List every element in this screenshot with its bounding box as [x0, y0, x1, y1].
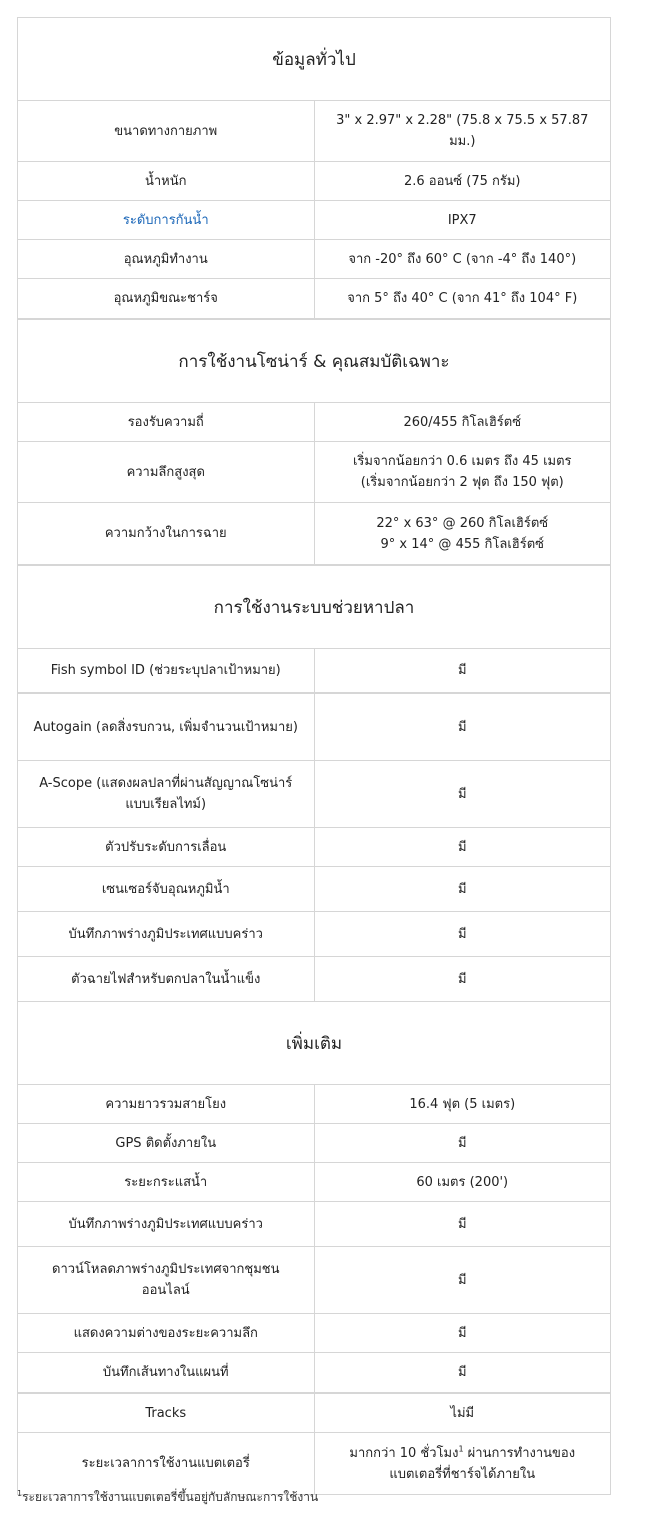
- section-title: เพิ่มเติม: [285, 1033, 343, 1054]
- table-row: [18, 828, 610, 867]
- spec-value-line: เริ่มจากน้อยกว่า 0.6 เมตร ถึง 45 เมตร: [352, 454, 572, 469]
- spec-value: 3" x 2.97" x 2.28" (75.8 x 75.5 x 57.87 มม.): [336, 113, 589, 149]
- table-row: [18, 101, 610, 162]
- spec-value: มี: [457, 1325, 467, 1341]
- table-row: [18, 1247, 610, 1314]
- table-row: [18, 694, 610, 761]
- spec-table: [17, 17, 611, 1495]
- spec-value: มี: [457, 786, 467, 802]
- spec-label: ระยะเวลาการใช้งานแบตเตอรี่: [18, 1433, 315, 1494]
- table-row: [18, 442, 610, 503]
- spec-value: มี: [457, 926, 467, 942]
- table-row: [18, 279, 610, 320]
- table-row: [18, 201, 610, 240]
- spec-value: มี: [457, 1365, 467, 1380]
- table-row: [18, 1394, 610, 1433]
- table-row: [18, 1163, 610, 1202]
- battery-value-main: มากกว่า 10 ชั่วโมง: [349, 1445, 459, 1461]
- table-row: [18, 1433, 610, 1494]
- spec-label: อุณหภูมิทำงาน: [18, 240, 315, 278]
- spec-label: ตัวปรับระดับการเลื่อน: [18, 828, 315, 866]
- table-row: [18, 867, 610, 912]
- spec-value: [315, 442, 611, 502]
- waterproof-rating-link[interactable]: ระดับการกันน้ำ: [18, 201, 315, 239]
- spec-value: 60 เมตร (200'): [416, 1174, 509, 1190]
- spec-value: มี: [457, 1216, 467, 1232]
- spec-label: Fish symbol ID (ช่วยระบุปลาเป้าหมาย): [18, 649, 315, 692]
- spec-value: [315, 503, 611, 564]
- spec-label: ความลึกสูงสุด: [18, 442, 315, 502]
- footnote-text: ระยะเวลาการใช้งานแบตเตอรี่ขึ้นอยู่กับลักษณะการใช้งาน: [22, 1490, 319, 1504]
- section-heading-additional: [18, 1002, 610, 1085]
- spec-label: ระยะกระแสน้ำ: [18, 1163, 315, 1201]
- table-row: [18, 1085, 610, 1124]
- section-heading-general: [18, 18, 610, 101]
- spec-value: มี: [457, 971, 467, 987]
- spec-label: น้ำหนัก: [18, 162, 315, 200]
- section-title: ข้อมูลทั่วไป: [272, 49, 356, 70]
- spec-value: จาก -20° ถึง 60° C (จาก -4° ถึง 140°): [348, 251, 577, 267]
- spec-value: มี: [457, 881, 467, 897]
- spec-label: ความกว้างในการฉาย: [18, 503, 315, 564]
- spec-label: A-Scope (แสดงผลปลาที่ผ่านสัญญาณโซน่าร์แบบเรียลไทม์): [18, 761, 315, 827]
- spec-value: มี: [457, 1135, 467, 1151]
- spec-label: เซนเซอร์จับอุณหภูมิน้ำ: [18, 867, 315, 911]
- spec-label: บันทึกภาพร่างภูมิประเทศแบบคร่าว: [18, 1202, 315, 1246]
- spec-label: บันทึกเส้นทางในแผนที่: [18, 1353, 315, 1392]
- spec-value: 260/455 กิโลเฮิร์ตซ์: [403, 414, 522, 430]
- table-row: [18, 957, 610, 1002]
- spec-value-line: 9° x 14° @ 455 กิโลเฮิร์ตซ์: [380, 536, 544, 552]
- spec-value-line: (เริ่มจากน้อยกว่า 2 ฟุต ถึง 150 ฟุต): [360, 475, 564, 490]
- spec-label: ดาวน์โหลดภาพร่างภูมิประเทศจากชุมชนออนไลน์: [18, 1247, 315, 1313]
- spec-value: มี: [457, 719, 467, 735]
- spec-value: ไม่มี: [450, 1405, 475, 1421]
- spec-label: ขนาดทางกายภาพ: [18, 101, 315, 161]
- table-row: [18, 1124, 610, 1163]
- footnote-marker: 1: [458, 1444, 464, 1454]
- table-row: [18, 649, 610, 694]
- section-title: การใช้งานระบบช่วยหาปลา: [213, 597, 415, 618]
- table-row: [18, 162, 610, 201]
- table-row: [18, 761, 610, 828]
- spec-label: รองรับความถี่: [18, 403, 315, 441]
- table-row: [18, 240, 610, 279]
- section-heading-fishfinding: [18, 566, 610, 649]
- spec-value: มี: [457, 839, 467, 855]
- table-row: [18, 403, 610, 442]
- spec-value: จาก 5° ถึง 40° C (จาก 41° ถึง 104° F): [347, 291, 578, 306]
- table-row: [18, 1353, 610, 1394]
- battery-value-text: [329, 1443, 597, 1485]
- spec-value: [315, 1433, 611, 1494]
- spec-label: อุณหภูมิขณะชาร์จ: [18, 279, 315, 318]
- spec-label: แสดงความต่างของระยะความลึก: [18, 1314, 315, 1352]
- spec-label: GPS ติดตั้งภายใน: [18, 1124, 315, 1162]
- spec-value: 16.4 ฟุต (5 เมตร): [409, 1096, 516, 1112]
- spec-value: มี: [457, 663, 467, 678]
- spec-label: Autogain (ลดสิ่งรบกวน, เพิ่มจำนวนเป้าหมาย): [18, 694, 315, 760]
- table-row: [18, 503, 610, 566]
- spec-value: IPX7: [447, 212, 477, 228]
- spec-label: Tracks: [18, 1394, 315, 1432]
- spec-label: ตัวฉายไฟสำหรับตกปลาในน้ำแข็ง: [18, 957, 315, 1001]
- table-row: [18, 1314, 610, 1353]
- spec-value: 2.6 ออนซ์ (75 กรัม): [403, 173, 521, 189]
- section-heading-sonar: [18, 320, 610, 403]
- footnote-marker: 1: [17, 1489, 23, 1498]
- spec-label: ความยาวรวมสายโยง: [18, 1085, 315, 1123]
- footnote: [17, 1488, 318, 1507]
- spec-value-line: 22° x 63° @ 260 กิโลเฮิร์ตซ์: [376, 515, 549, 531]
- battery-value-rest: ผ่านการทำงานของแบตเตอรี่ที่ชาร์จได้ภายใน: [389, 1445, 576, 1482]
- spec-label: บันทึกภาพร่างภูมิประเทศแบบคร่าว: [18, 912, 315, 956]
- table-row: [18, 912, 610, 957]
- section-title: การใช้งานโซน่าร์ & คุณสมบัติเฉพาะ: [178, 351, 450, 372]
- spec-value: มี: [457, 1272, 467, 1288]
- table-row: [18, 1202, 610, 1247]
